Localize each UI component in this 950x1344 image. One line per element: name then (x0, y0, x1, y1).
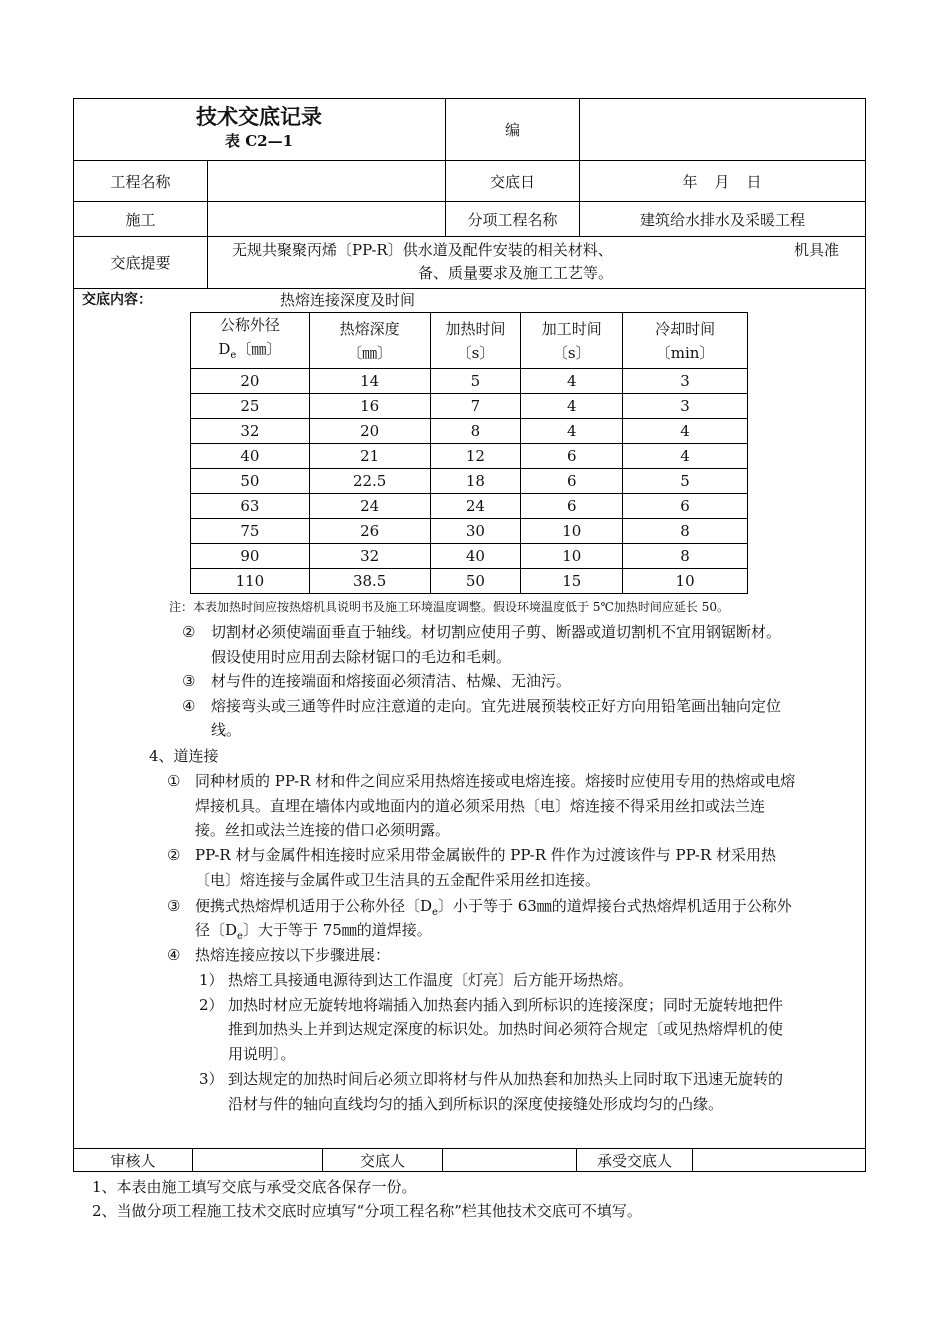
sec4-item-2-num: ② (167, 846, 181, 864)
header-line1: 加热时间 (445, 319, 506, 338)
table-cell: 6 (623, 494, 748, 519)
de-subscript-2: e (237, 931, 243, 942)
de-subscript: e (432, 907, 438, 918)
item-3-line1: 材与件的连接端面和熔接面必须清洁、枯燥、无油污。 (211, 672, 572, 690)
table-cell: 10 (623, 569, 748, 594)
table-cell: 7 (430, 394, 521, 419)
header-unit: 〔㎜〕 (236, 340, 282, 358)
table-cell: 3 (623, 394, 748, 419)
table-cell: 21 (309, 444, 430, 469)
sec4-item-3-line2-a: 径〔D (195, 921, 238, 939)
header-line2-text: 〔s〕 (456, 343, 495, 362)
form-number: 表 C2—1 (224, 132, 294, 150)
table-cell: 50 (430, 569, 521, 594)
table-header-cell (521, 313, 623, 369)
table-cell: 38.5 (309, 569, 430, 594)
table-cell: 24 (309, 494, 430, 519)
step-3-num: 3） (199, 1070, 224, 1088)
table-header-cell (191, 313, 310, 369)
table-cell: 30 (430, 519, 521, 544)
footer-divider-5 (692, 1148, 693, 1171)
table-row (191, 544, 748, 569)
header-line1: 加工时间 (541, 319, 602, 338)
receiver-label: 承受交底人 (596, 1151, 672, 1170)
table-row (191, 469, 748, 494)
table-cell: 4 (521, 419, 623, 444)
frame-bottom (73, 1171, 866, 1172)
header-subscript: e (230, 350, 237, 361)
item-4-line1: 熔接弯头或三通等件时应注意道的走向。宜先进展预装校正好方向用铅笔画出轴向定位 (211, 697, 782, 715)
table-cell: 4 (521, 369, 623, 394)
footer-divider-1 (192, 1148, 193, 1171)
table-cell: 50 (191, 469, 310, 494)
table-row (191, 394, 748, 419)
summary-line2: 备、质量要求及施工工艺等。 (418, 264, 614, 282)
table-header-cell (309, 313, 430, 369)
frame-right (865, 98, 866, 1172)
header-line1: 冷却时间 (655, 319, 716, 338)
table-cell: 8 (623, 519, 748, 544)
table-row (191, 369, 748, 394)
step-1-line1: 热熔工具接通电源待到达工作温度〔灯亮〕后方能开场热熔。 (228, 971, 634, 989)
header-line2 (191, 337, 309, 368)
header-line2-text: 〔min〕 (655, 343, 715, 362)
item-3-num: ③ (182, 672, 196, 690)
header-line2 (431, 341, 521, 365)
table-cell: 26 (309, 519, 430, 544)
sec4-item-4-line1: 热熔连接应按以下步骤进展： (195, 946, 391, 964)
table-cell: 24 (430, 494, 521, 519)
table-cell: 3 (623, 369, 748, 394)
table-cell: 90 (191, 544, 310, 569)
table-cell: 110 (191, 569, 310, 594)
table-cell: 40 (191, 444, 310, 469)
sec4-item-2-line1: PP-R 材与金属件相连接时应采用带金属嵌件的 PP-R 件作为过渡该件与 PP-R 材采用热 (195, 846, 777, 864)
sec4-item-4-num: ④ (167, 946, 181, 964)
table-cell: 40 (430, 544, 521, 569)
header-line2-text: D (218, 340, 231, 358)
table-cell: 4 (623, 444, 748, 469)
frame-row4-bottom (73, 288, 866, 289)
summary-line1-b: 机具准 (794, 241, 840, 259)
table-cell: 16 (309, 394, 430, 419)
step-3-line2: 沿材与件的轴向直线均匀的插入到所标识的深度使接缝处形成均匀的凸缘。 (228, 1095, 724, 1113)
date-label: 交底日 (489, 172, 535, 191)
header-line2 (310, 341, 430, 365)
table-cell: 20 (191, 369, 310, 394)
sec4-item-1-line1: 同种材质的 PP-R 材和件之间应采用热熔连接或电熔连接。熔接时应使用专用的热熔或电熔 (195, 772, 796, 790)
step-2-num: 2） (199, 996, 224, 1014)
header-line2-text: 〔㎜〕 (347, 343, 393, 362)
section-4-heading: 4、道连接 (149, 747, 219, 765)
summary-label: 交底提要 (110, 254, 171, 272)
content-label: 交底内容： (82, 292, 152, 308)
item-2-num: ② (182, 623, 196, 641)
table-cell: 63 (191, 494, 310, 519)
table-cell: 18 (430, 469, 521, 494)
discloser-label: 交底人 (359, 1151, 405, 1170)
step-2-line3: 用说明〕。 (228, 1045, 296, 1063)
table-cell: 8 (623, 544, 748, 569)
header-line2 (623, 341, 747, 365)
item-4-line2: 线。 (211, 721, 242, 739)
table-header-cell (623, 313, 748, 369)
header-line2 (521, 341, 622, 365)
item-4-num: ④ (182, 697, 196, 715)
table-cell: 75 (191, 519, 310, 544)
table-header-cell (430, 313, 521, 369)
table-row (191, 569, 748, 594)
heat-fusion-table (190, 312, 748, 594)
table-header-row (191, 313, 748, 369)
table-cell: 5 (623, 469, 748, 494)
summary-line1-a: 无规共聚聚丙烯〔PP-R〕供水道及配件安装的相关材料、 (232, 241, 613, 259)
sec4-item-1-num: ① (167, 772, 181, 790)
step-1-num: 1） (199, 971, 224, 989)
table-cell: 4 (521, 394, 623, 419)
table-cell: 25 (191, 394, 310, 419)
table-cell: 32 (191, 419, 310, 444)
col-divider-1 (207, 160, 208, 288)
table-cell: 5 (430, 369, 521, 394)
table-cell: 6 (521, 494, 623, 519)
table-row (191, 444, 748, 469)
sub-project-label: 分项工程名称 (467, 210, 558, 229)
table-title: 热熔连接深度及时间 (280, 291, 416, 309)
sec4-item-2-line2: 〔电〕熔连接与金属件或卫生洁具的五金配件采用丝扣连接。 (195, 871, 601, 889)
sec4-item-3-line1-b: 〕小于等于 63㎜的道焊接台式热熔焊机适用于公称外 (437, 897, 792, 915)
table-cell: 6 (521, 469, 623, 494)
table-cell: 14 (309, 369, 430, 394)
table-cell: 20 (309, 419, 430, 444)
table-body (191, 369, 748, 594)
table-cell: 10 (521, 519, 623, 544)
header-line1: 热熔深度 (339, 319, 400, 338)
table-row (191, 494, 748, 519)
table-row (191, 519, 748, 544)
sec4-item-3-num: ③ (167, 897, 181, 915)
record-title: 技术交底记录 (196, 104, 322, 129)
reviewer-label: 审核人 (110, 1151, 156, 1170)
table-cell: 32 (309, 544, 430, 569)
step-2-line2: 推到加热头上并到达规定深度的标识处。加热时间必须符合规定〔或见热熔焊机的使 (228, 1020, 784, 1038)
step-3-line1: 到达规定的加热时间后必须立即将材与件从加热套和加热头上同时取下迅速无旋转的 (228, 1070, 784, 1088)
table-cell: 8 (430, 419, 521, 444)
item-2-line2: 假设使用时应用刮去除材锯口的毛边和毛刺。 (211, 648, 512, 666)
footer-note-1: 1、本表由施工填写交底与承受交底各保存一份。 (92, 1178, 417, 1196)
sec4-item-3-line2-b: 〕大于等于 75㎜的道焊接。 (242, 921, 432, 939)
table-cell: 6 (521, 444, 623, 469)
table-cell: 12 (430, 444, 521, 469)
sec4-item-1-line3: 接。丝扣或法兰连接的借口必须明露。 (195, 821, 451, 839)
sec4-item-1-line2: 焊接机具。直埋在墙体内或地面内的道必须采用热〔电〕熔连接不得采用丝扣或法兰连 (195, 797, 766, 815)
project-name-label: 工程名称 (110, 172, 171, 191)
header-line1: 公称外径 (219, 316, 280, 334)
table-cell: 22.5 (309, 469, 430, 494)
item-2-line1: 切割材必须使端面垂直于轴线。材切割应使用子剪、断器或道切割机不宜用钢锯断材。 (211, 623, 782, 641)
header-line2-text: 〔s〕 (552, 343, 591, 362)
table-cell: 10 (521, 544, 623, 569)
sec4-item-3-line1-a: 便携式热熔焊机适用于公称外径〔D (195, 897, 433, 915)
construct-label: 施工 (125, 210, 156, 229)
table-cell: 4 (623, 419, 748, 444)
table-note: 注：本表加热时间应按热熔机具说明书及施工环境温度调整。假设环境温度低于 5℃加热时间应延长 50。 (169, 600, 729, 614)
table-cell: 15 (521, 569, 623, 594)
footer-divider-3 (442, 1148, 443, 1171)
sub-project-value: 建筑给水排水及采暖工程 (639, 210, 805, 229)
date-value: 年 月 日 (682, 172, 763, 191)
footer-note-2: 2、当做分项工程施工技术交底时应填写“分项工程名称”栏其他技术交底可不填写。 (92, 1202, 642, 1220)
bian-label: 编 (504, 120, 520, 139)
table-row (191, 419, 748, 444)
step-2-line1: 加热时材应无旋转地将端插入加热套内插入到所标识的连接深度；同时无旋转地把件 (228, 996, 784, 1014)
